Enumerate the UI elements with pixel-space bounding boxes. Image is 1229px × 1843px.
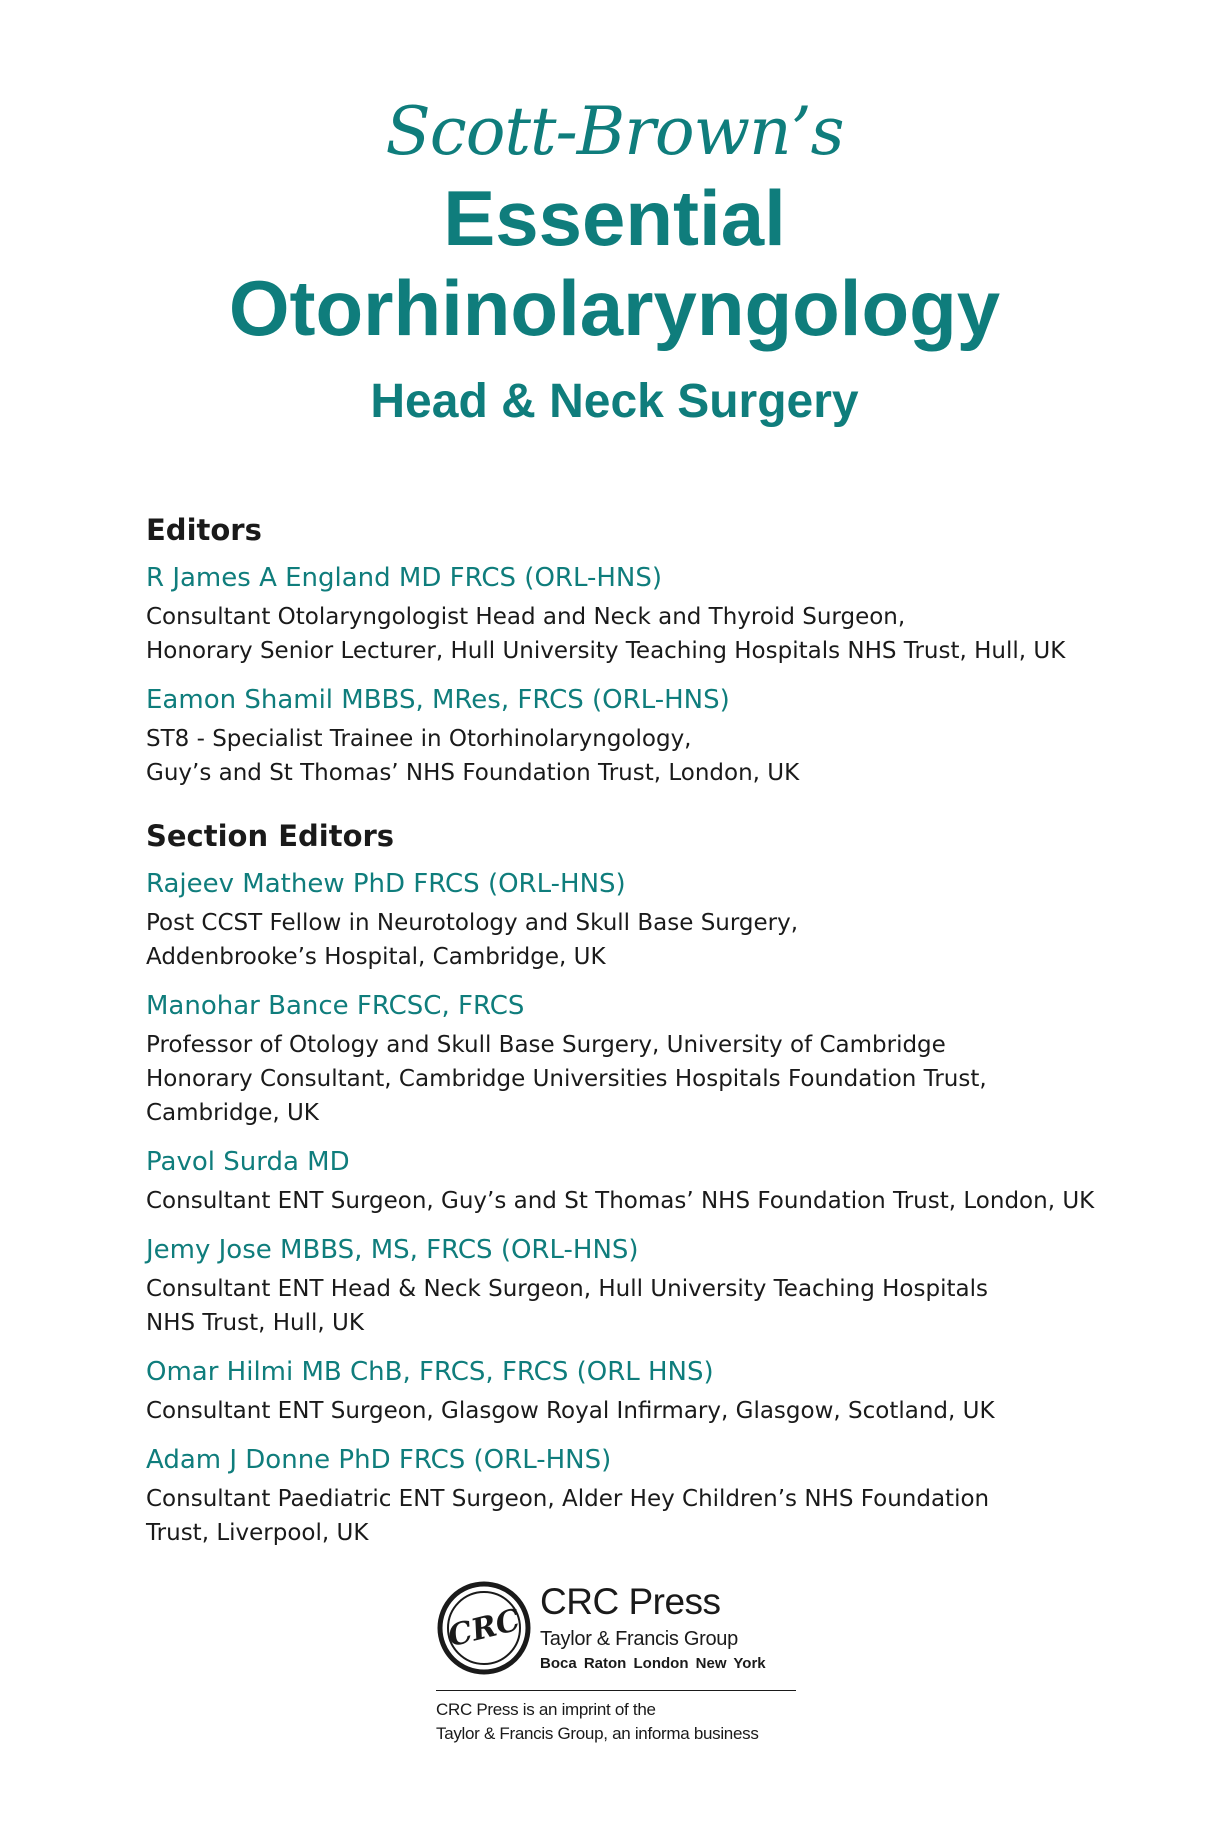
section-editor-affiliation: Professor of Otology and Skull Base Surgery, University of Cambridge Honorary Consultant, Cambridge Universities Hospitals Foundation Trust, Cambridge, UK — [146, 1032, 987, 1126]
section-editor-name: Omar Hilmi MB ChB, FRCS, FRCS (ORL HNS) — [146, 1357, 714, 1387]
section-editor-entry — [146, 1354, 1146, 1428]
editor-affiliation: ST8 - Specialist Trainee in Otorhinolaryngology, Guy’s and St Thomas’ NHS Foundation Trust, London, UK — [146, 726, 800, 786]
section-editor-name: Jemy Jose MBBS, MS, FRCS (ORL-HNS) — [146, 1235, 639, 1265]
section-editor-name: Rajeev Mathew PhD FRCS (ORL-HNS) — [146, 869, 626, 899]
book-title-block — [0, 92, 1229, 432]
publisher-name: CRC Press — [540, 1581, 721, 1622]
editors-heading: Editors — [146, 513, 262, 547]
crc-logo-lettering: CRC — [444, 1602, 524, 1655]
editors-block — [146, 510, 1146, 1564]
section-editor-affiliation: Consultant ENT Surgeon, Guy’s and St Thomas’ NHS Foundation Trust, London, UK — [146, 1188, 1095, 1214]
title-main-line1: Essential — [443, 174, 786, 262]
section-editors-heading: Section Editors — [146, 819, 395, 853]
title-possessive: Scott-Brown’s — [385, 93, 844, 170]
section-editor-name: Adam J Donne PhD FRCS (ORL-HNS) — [146, 1445, 612, 1475]
section-editor-affiliation: Post CCST Fellow in Neurotology and Skull Base Surgery, Addenbrooke’s Hospital, Cambridge, UK — [146, 910, 799, 970]
section-editor-entry — [146, 1232, 1146, 1340]
section-editor-name: Pavol Surda MD — [146, 1147, 350, 1177]
publisher-block — [436, 1580, 796, 1820]
publisher-divider — [436, 1690, 796, 1691]
publisher-imprint — [436, 1698, 796, 1746]
editor-name: Eamon Shamil MBBS, MRes, FRCS (ORL-HNS) — [146, 685, 730, 715]
publisher-cities: Boca Raton London New York — [540, 1655, 766, 1672]
section-editor-entry — [146, 1442, 1146, 1550]
imprint-line-2: Taylor & Francis Group, an informa business — [436, 1724, 759, 1743]
publisher-group: Taylor & Francis Group — [540, 1628, 738, 1650]
section-editor-affiliation: Consultant Paediatric ENT Surgeon, Alder Hey Children’s NHS Foundation Trust, Liverpool, UK — [146, 1486, 990, 1546]
section-editor-entry — [146, 1144, 1146, 1218]
crc-press-logo-icon — [436, 1580, 532, 1676]
section-editor-affiliation: Consultant ENT Surgeon, Glasgow Royal Infirmary, Glasgow, Scotland, UK — [146, 1398, 995, 1424]
section-editor-name: Manohar Bance FRCSC, FRCS — [146, 991, 525, 1021]
title-subtitle: Head & Neck Surgery — [370, 375, 859, 428]
section-editor-entry — [146, 988, 1146, 1130]
title-main-line2: Otorhinolaryngology — [228, 264, 1001, 352]
editor-affiliation: Consultant Otolaryngologist Head and Neck and Thyroid Surgeon, Honorary Senior Lecturer, Hull University Teaching Hospitals NHS Trust, Hull, UK — [146, 604, 1066, 664]
editor-entry — [146, 682, 1146, 790]
editor-name: R James A England MD FRCS (ORL-HNS) — [146, 563, 663, 593]
imprint-line-1: CRC Press is an imprint of the — [436, 1700, 656, 1719]
editor-entry — [146, 560, 1146, 668]
section-editor-affiliation: Consultant ENT Head & Neck Surgeon, Hull University Teaching Hospitals NHS Trust, Hull, UK — [146, 1276, 988, 1336]
section-editor-entry — [146, 866, 1146, 974]
